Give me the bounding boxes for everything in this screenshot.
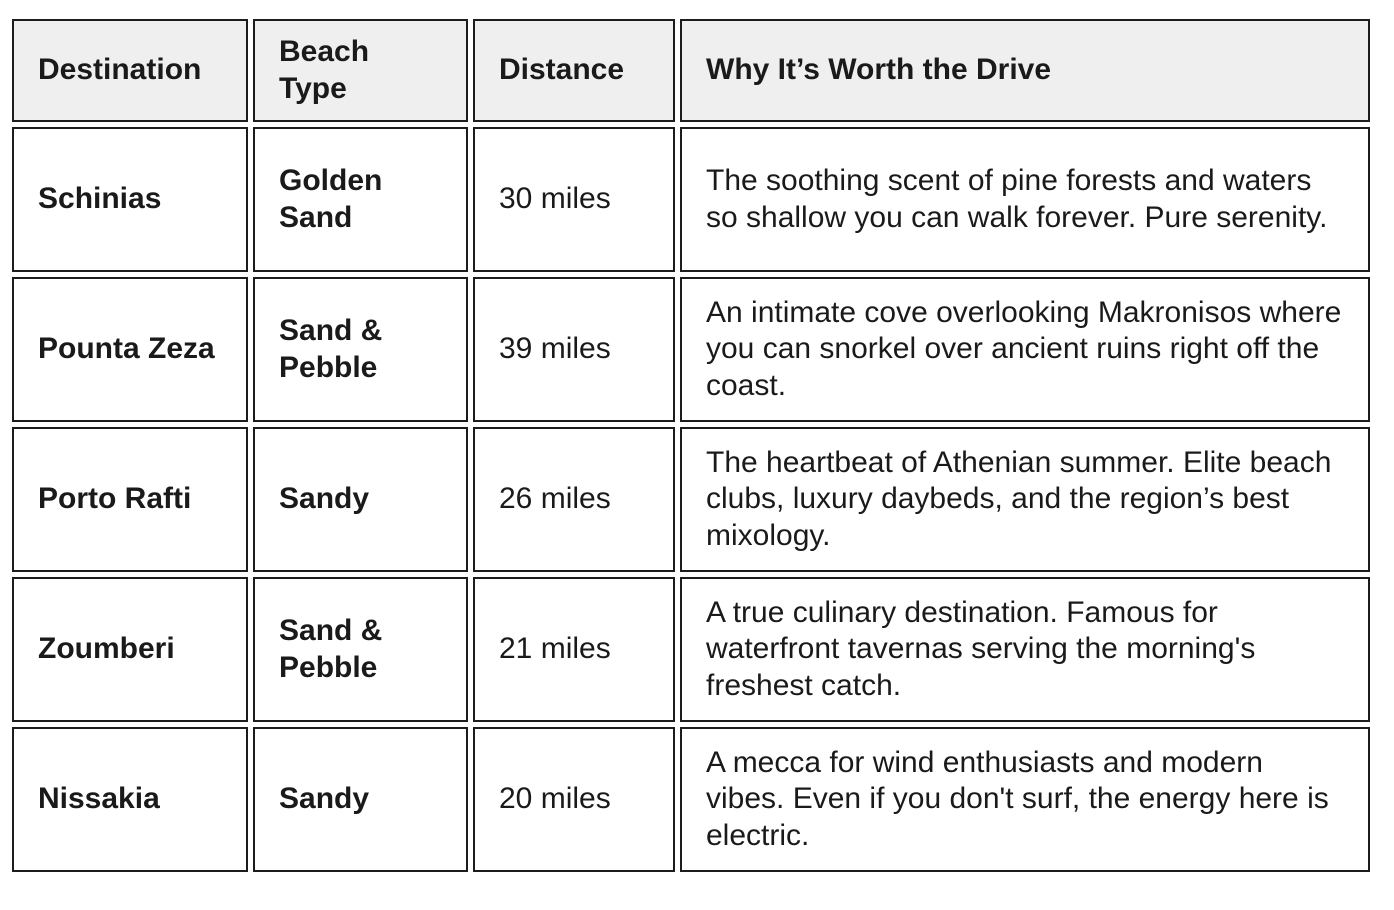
cell-distance: 21 miles bbox=[473, 577, 675, 722]
table-row bbox=[12, 727, 1370, 872]
header-row bbox=[12, 19, 1370, 122]
cell-beach-type: Golden Sand bbox=[253, 127, 468, 272]
cell-description: An intimate cove overlooking Makronisos where you can snorkel over ancient ruins right off the coast. bbox=[680, 277, 1370, 422]
table-row bbox=[12, 277, 1370, 422]
cell-distance: 26 miles bbox=[473, 427, 675, 572]
cell-beach-type: Sandy bbox=[253, 727, 468, 872]
header-why-worth-drive: Why It’s Worth the Drive bbox=[680, 19, 1370, 122]
beach-comparison-table-wrapper bbox=[12, 19, 1370, 872]
cell-destination: Zoumberi bbox=[12, 577, 248, 722]
cell-description: A true culinary destination. Famous for waterfront tavernas serving the morning's freshest catch. bbox=[680, 577, 1370, 722]
cell-distance: 20 miles bbox=[473, 727, 675, 872]
cell-description: A mecca for wind enthusiasts and modern vibes. Even if you don't surf, the energy here is electric. bbox=[680, 727, 1370, 872]
cell-destination: Nissakia bbox=[12, 727, 248, 872]
header-destination: Destination bbox=[12, 19, 248, 122]
cell-distance: 39 miles bbox=[473, 277, 675, 422]
cell-distance: 30 miles bbox=[473, 127, 675, 272]
table-row bbox=[12, 427, 1370, 572]
beach-comparison-table bbox=[7, 14, 1375, 877]
table-header bbox=[12, 19, 1370, 122]
header-beach-type: Beach Type bbox=[253, 19, 468, 122]
cell-beach-type: Sand & Pebble bbox=[253, 277, 468, 422]
cell-destination: Schinias bbox=[12, 127, 248, 272]
cell-beach-type: Sandy bbox=[253, 427, 468, 572]
cell-description: The heartbeat of Athenian summer. Elite beach clubs, luxury daybeds, and the region’s best mixology. bbox=[680, 427, 1370, 572]
table-body bbox=[12, 127, 1370, 872]
table-row bbox=[12, 127, 1370, 272]
cell-description: The soothing scent of pine forests and waters so shallow you can walk forever. Pure serenity. bbox=[680, 127, 1370, 272]
header-distance: Distance bbox=[473, 19, 675, 122]
cell-destination: Porto Rafti bbox=[12, 427, 248, 572]
table-row bbox=[12, 577, 1370, 722]
cell-beach-type: Sand & Pebble bbox=[253, 577, 468, 722]
cell-destination: Pounta Zeza bbox=[12, 277, 248, 422]
